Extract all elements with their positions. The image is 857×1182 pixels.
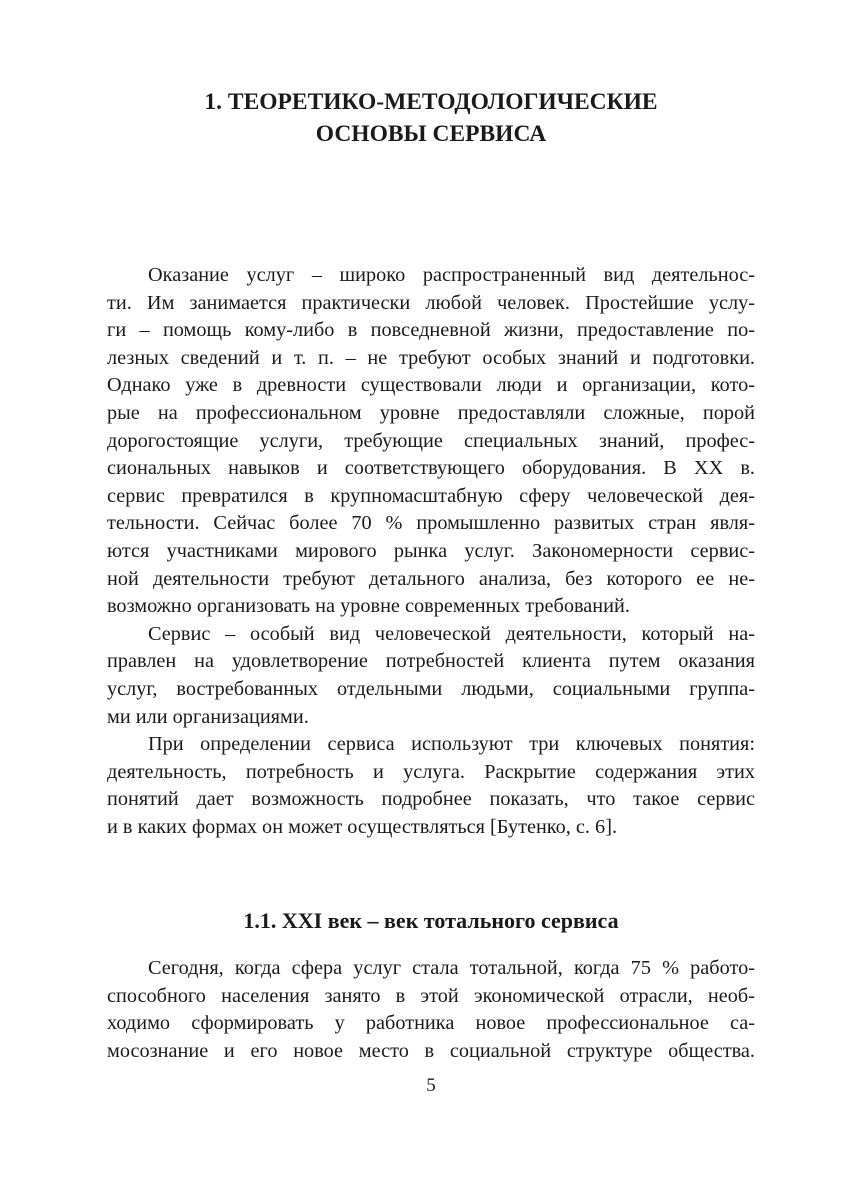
paragraph-1-line: лезных сведений и т. п. – не требуют особых знаний и подготовки. [107, 346, 755, 369]
body-text [107, 262, 755, 841]
paragraph-1-line: ти. Им занимается практически любой человек. Простейшие услу- [107, 291, 755, 314]
paragraph-3-line: понятий дает возможность подробнее показать, что такое сервис [107, 788, 755, 811]
paragraph-1-line: ной деятельности требуют детального анализа, без которого ее не- [107, 567, 755, 590]
page-number: 5 [426, 1075, 436, 1096]
paragraph-4-line: способного населения занято в этой экономической отрасли, необ- [107, 984, 755, 1007]
section-title: 1.1. XXI век – век тотального сервиса [243, 908, 619, 933]
paragraph-2-line: ми или организациями. [107, 705, 309, 728]
paragraph-1-line: ги – помощь кому-либо в повседневной жизни, предоставление по- [107, 319, 755, 342]
paragraph-3-line: При определении сервиса используют три ключевых понятия: [148, 733, 755, 756]
paragraph-1-line: Оказание услуг – широко распространенный вид деятельнос- [148, 264, 755, 286]
paragraph-1-line: ются участниками мирового рынка услуг. Закономерности сервис- [107, 539, 755, 562]
paragraph-1-line: дорогостоящие услуги, требующие специальных знаний, профес- [107, 429, 755, 452]
paragraph-2-line: правлен на удовлетворение потребностей клиента путем оказания [107, 650, 755, 673]
paragraph-3-line: деятельность, потребность и услуга. Раскрытие содержания этих [107, 760, 755, 783]
paragraph-1-line: сервис превратился в крупномасштабную сферу человеческой дея- [107, 484, 755, 507]
paragraph-1-line: Однако уже в древности существовали люди и организации, кото- [107, 374, 755, 397]
book-page [107, 0, 755, 1182]
paragraph-4-line: Сегодня, когда сфера услуг стала тотальной, когда 75 % работо- [148, 957, 755, 979]
paragraph-3-line: и в каких формах он может осуществляться [Бутенко, с. 6]. [107, 815, 618, 838]
paragraph-1-line: рые на профессиональном уровне предоставляли сложные, порой [107, 401, 755, 424]
paragraph-4-line: ходимо сформировать у работника новое профессиональное са- [107, 1012, 755, 1035]
chapter-title-line-1: 1. ТЕОРЕТИКО-МЕТОДОЛОГИЧЕСКИЕ [204, 89, 658, 115]
paragraph-1-line: сиональных навыков и соответствующего оборудования. В XX в. [107, 457, 755, 480]
paragraph-1-line: тельности. Сейчас более 70 % промышленно развитых стран явля- [107, 512, 755, 535]
chapter-title-line-2: ОСНОВЫ СЕРВИСА [315, 121, 547, 147]
paragraph-2-line: Сервис – особый вид человеческой деятельности, который на- [148, 622, 755, 645]
section-body-text [107, 955, 755, 1065]
paragraph-1-line: возможно организовать на уровне современных требований. [107, 595, 630, 618]
paragraph-4-line: мосознание и его новое место в социальной структуре общества. [107, 1039, 755, 1062]
chapter-title [107, 86, 755, 150]
paragraph-2-line: услуг, востребованных отдельными людьми, социальными группа- [107, 677, 755, 700]
